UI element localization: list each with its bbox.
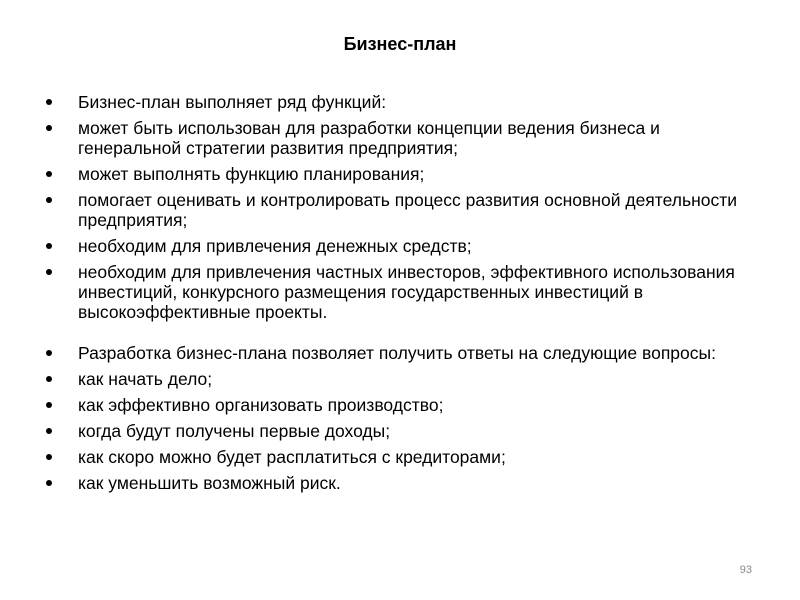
bullet-text: Разработка бизнес-плана позволяет получить ответы на следующие вопросы: bbox=[78, 343, 716, 363]
bullet-item bbox=[46, 190, 746, 230]
bullet-icon bbox=[46, 402, 52, 408]
bullet-icon bbox=[46, 269, 52, 275]
page-number: 93 bbox=[739, 564, 752, 576]
bullet-text: может выполнять функцию планирования; bbox=[78, 164, 425, 184]
bullet-icon bbox=[46, 428, 52, 434]
bullet-item bbox=[46, 395, 746, 415]
bullet-item bbox=[46, 421, 746, 441]
bullet-text: может быть использован для разработки концепции ведения бизнеса и генеральной стратегии развития предприятия; bbox=[78, 118, 660, 158]
bullet-item bbox=[46, 118, 746, 158]
bullet-icon bbox=[46, 243, 52, 249]
bullet-icon bbox=[46, 99, 52, 105]
bullet-item bbox=[46, 92, 746, 112]
bullet-text: помогает оценивать и контролировать процесс развития основной деятельности предприятия; bbox=[78, 190, 738, 230]
bullet-text: Бизнес-план выполняет ряд функций: bbox=[78, 92, 387, 112]
bullet-item bbox=[46, 236, 746, 256]
bullet-icon bbox=[46, 454, 52, 460]
bullet-text: как эффективно организовать производство; bbox=[78, 395, 444, 415]
bullet-item bbox=[46, 164, 746, 184]
bullet-list bbox=[46, 92, 746, 499]
bullet-icon bbox=[46, 171, 52, 177]
bullet-text: когда будут получены первые доходы; bbox=[78, 421, 391, 441]
bullet-icon bbox=[46, 376, 52, 382]
bullet-icon bbox=[46, 197, 52, 203]
bullet-item bbox=[46, 473, 746, 493]
bullet-text: необходим для привлечения денежных средств; bbox=[78, 236, 472, 256]
bullet-icon bbox=[46, 125, 52, 131]
bullet-item bbox=[46, 343, 746, 363]
bullet-text: как начать дело; bbox=[78, 369, 213, 389]
bullet-text: как уменьшить возможный риск. bbox=[78, 473, 341, 493]
slide-title: Бизнес-план bbox=[343, 34, 457, 54]
bullet-text: как скоро можно будет расплатиться с кредиторами; bbox=[78, 447, 506, 467]
bullet-icon bbox=[46, 480, 52, 486]
bullet-text: необходим для привлечения частных инвесторов, эффективного использования инвестиций, конкурсного размещения государственных инвестиций в высокоэффективные проекты. bbox=[78, 262, 735, 322]
bullet-item bbox=[46, 369, 746, 389]
bullet-item bbox=[46, 447, 746, 467]
bullet-item bbox=[46, 262, 746, 322]
bullet-icon bbox=[46, 350, 52, 356]
